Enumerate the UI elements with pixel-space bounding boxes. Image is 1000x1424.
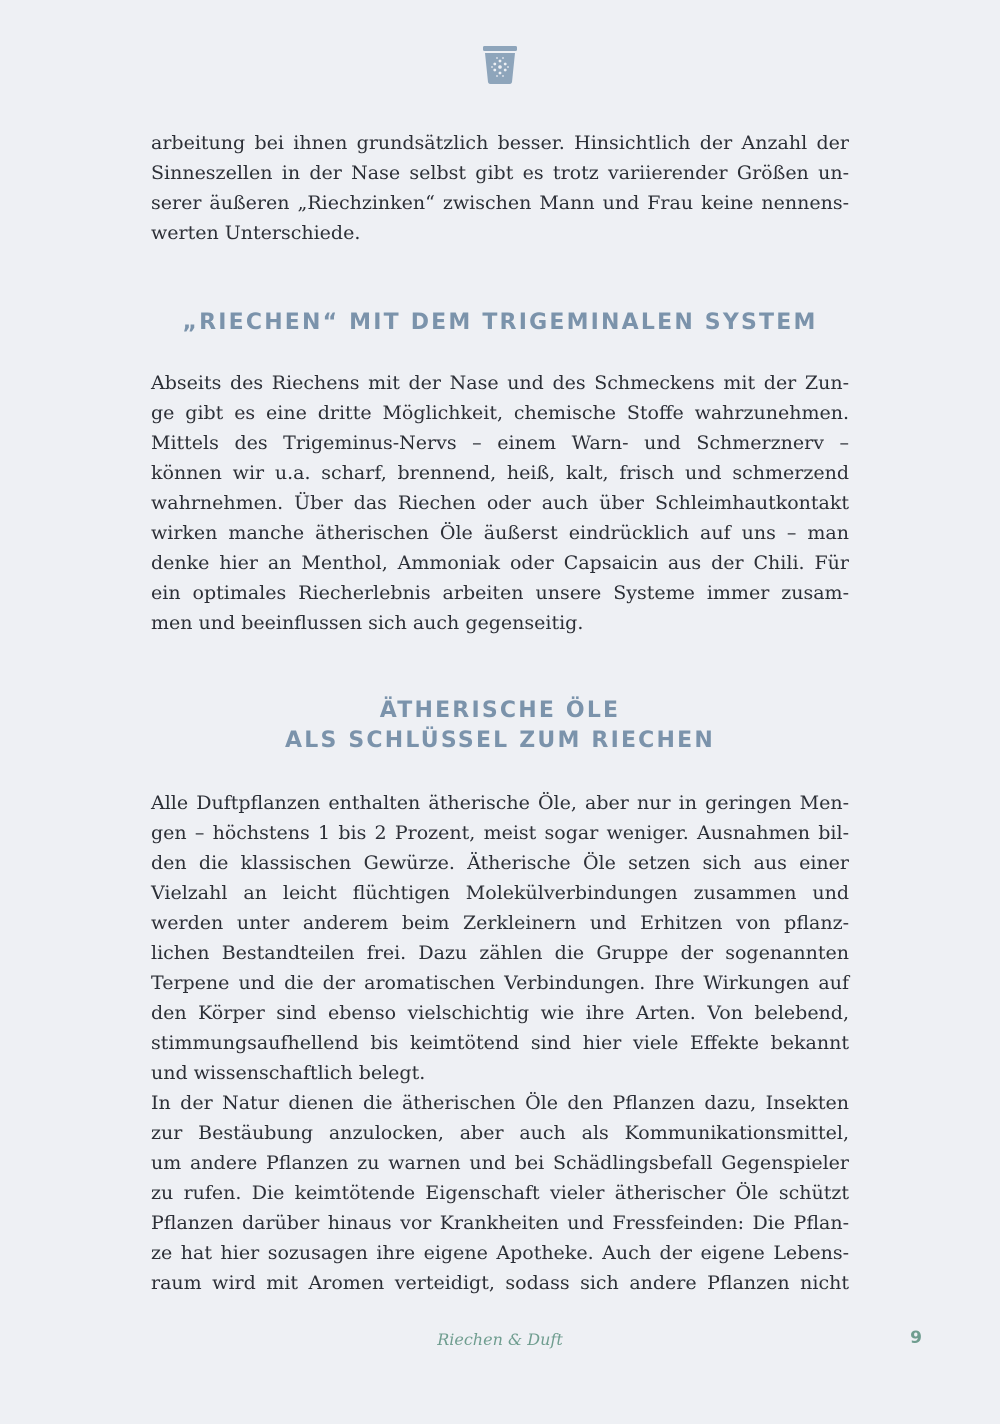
text-line: können wir u.a. scharf, brennend, heiß, kalt, frisch und schmerzend (151, 462, 849, 484)
paragraph-oils (151, 788, 849, 1088)
text-line: Alle Duftpflanzen enthalten ätherische Öle, aber nur in geringen Men- (151, 792, 849, 814)
text-line: den die klassischen Gewürze. Ätherische Öle setzen sich aus einer (151, 852, 849, 874)
text-line: Vielzahl an leicht flüchtigen Molekülverbindungen zusammen und (151, 882, 849, 904)
text-line: stimmungsaufhellend bis keimtötend sind hier viele Effekte bekannt (151, 1032, 849, 1054)
text-line: gen – höchstens 1 bis 2 Prozent, meist sogar weniger. Ausnahmen bil- (151, 822, 849, 844)
text-line: wirken manche ätherischen Öle äußerst eindrücklich auf uns – man (151, 522, 849, 544)
text-line: den Körper sind ebenso vielschichtig wie ihre Arten. Von belebend, (151, 1002, 849, 1024)
running-footer-title: Riechen & Duft (437, 1330, 563, 1349)
text-line: serer äußeren „Riechzinken“ zwischen Mann und Frau keine nennens- (151, 192, 849, 214)
paragraph-trigeminal (151, 368, 849, 638)
text-line: raum wird mit Aromen verteidigt, sodass sich andere Pflanzen nicht (151, 1272, 849, 1294)
text-line: um andere Pflanzen zu warnen und bei Schädlingsbefall Gegenspieler (151, 1152, 849, 1174)
text-line: Terpene und die der aromatischen Verbindungen. Ihre Wirkungen auf (151, 972, 849, 994)
text-line: ge gibt es eine dritte Möglichkeit, chemische Stoffe wahrzunehmen. (151, 402, 849, 424)
text-line: werten Unterschiede. (151, 222, 361, 244)
paragraph-nature (151, 1088, 849, 1298)
text-line: ze hat hier sozusagen ihre eigene Apotheke. Auch der eigene Lebens- (151, 1242, 849, 1264)
text-line: In der Natur dienen die ätherischen Öle den Pflanzen dazu, Insekten (151, 1092, 849, 1114)
text-line: Mittels des Trigeminus-Nervs – einem Warn- und Schmerznerv – (151, 432, 849, 454)
section-heading-line: ÄTHERISCHE ÖLE (379, 698, 621, 723)
text-line: und wissenschaftlich belegt. (151, 1062, 426, 1084)
section-heading-trigeminal: „RIECHEN“ MIT DEM TRIGEMINALEN SYSTEM (182, 310, 818, 335)
text-line: Sinneszellen in der Nase selbst gibt es trotz variierender Größen un- (151, 162, 849, 184)
text-line: werden unter anderem beim Zerkleinern und Erhitzen von pflanz- (151, 912, 849, 934)
text-line: lichen Bestandteilen frei. Dazu zählen die Gruppe der sogenannten (151, 942, 849, 964)
text-line: ein optimales Riecherlebnis arbeiten unsere Systeme immer zusam- (151, 582, 849, 604)
section-heading-oils (100, 696, 900, 756)
paragraph-intro (151, 128, 849, 248)
page-number: 9 (910, 1328, 922, 1348)
text-line: zu rufen. Die keimtötende Eigenschaft vieler ätherischer Öle schützt (151, 1182, 849, 1204)
text-line: zur Bestäubung anzulocken, aber auch als Kommunikationsmittel, (151, 1122, 849, 1144)
text-line: wahrnehmen. Über das Riechen oder auch über Schleimhautkontakt (151, 492, 849, 514)
text-line: Abseits des Riechens mit der Nase und des Schmeckens mit der Zun- (151, 372, 849, 394)
section-heading-line: ALS SCHLÜSSEL ZUM RIECHEN (285, 728, 715, 753)
jar-icon (481, 44, 519, 86)
text-line: men und beeinflussen sich auch gegenseitig. (151, 612, 584, 634)
text-line: Pflanzen darüber hinaus vor Krankheiten und Fressfeinden: Die Pflan- (151, 1212, 849, 1234)
text-line: denke hier an Menthol, Ammoniak oder Capsaicin aus der Chili. Für (151, 552, 849, 574)
text-line: arbeitung bei ihnen grundsätzlich besser. Hinsichtlich der Anzahl der (151, 132, 849, 154)
